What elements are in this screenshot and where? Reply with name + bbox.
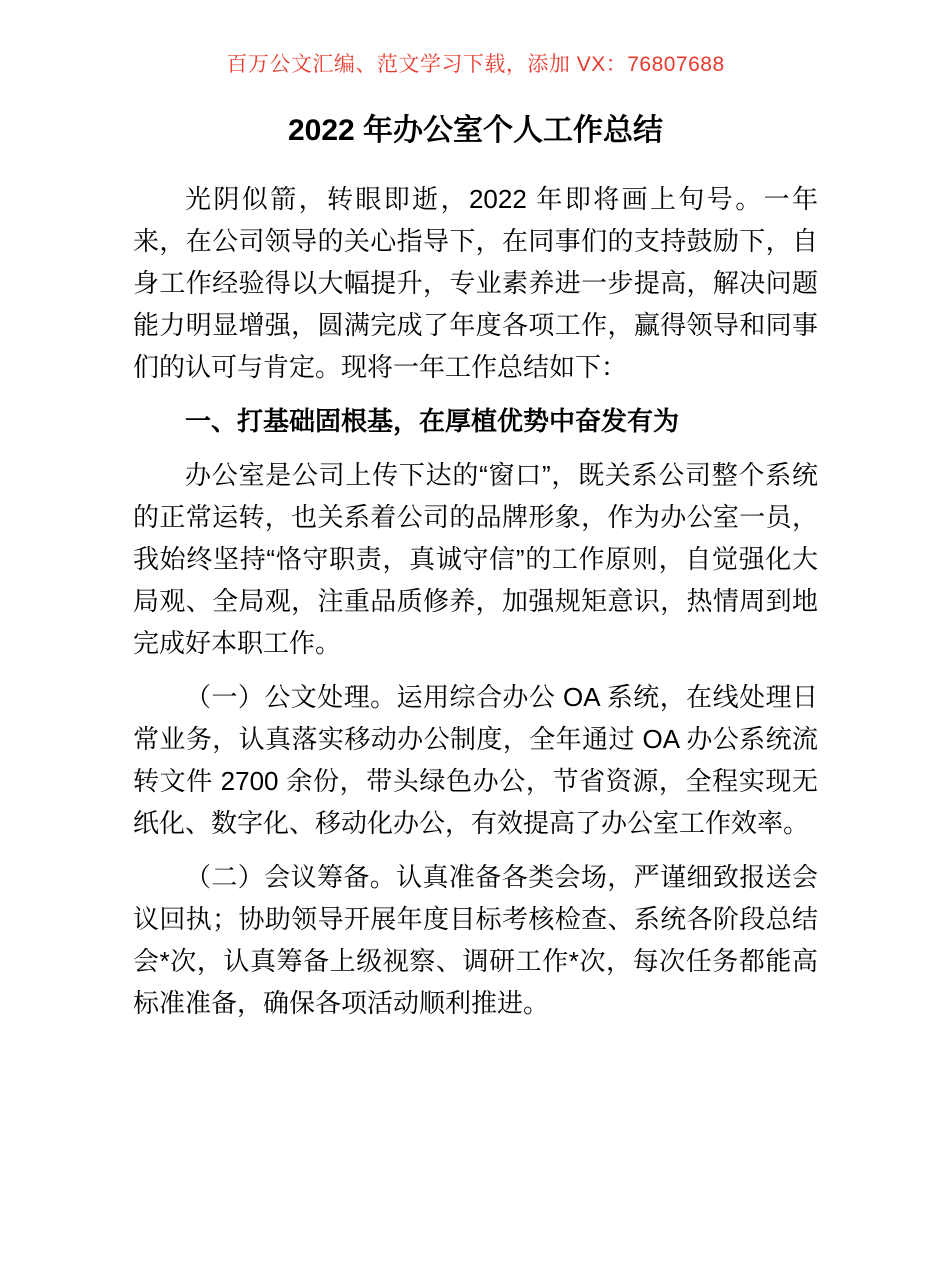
- document-body: [133, 178, 818, 1024]
- paragraph: 光阴似箭，转眼即逝，2022 年即将画上句号。一年来，在公司领导的关心指导下，在同事们的支持鼓励下，自身工作经验得以大幅提升，专业素养进一步提高，解决问题能力明显增强，圆满完成了年度各项工作，赢得领导和同事们的认可与肯定。现将一年工作总结如下：: [133, 184, 818, 382]
- promo-notice: 百万公文汇编、范文学习下载，添加 VX：76807688: [226, 53, 725, 76]
- section-heading: 一、打基础固根基，在厚植优势中奋发有为: [185, 406, 680, 436]
- paragraph: （二）会议筹备。认真准备各类会场，严谨细致报送会议回执；协助领导开展年度目标考核检查、系统各阶段总结会*次，认真筹备上级视察、调研工作*次，每次任务都能高标准准备，确保各项活动顺利推进。: [133, 862, 818, 1018]
- document-page: [0, 50, 950, 1280]
- paragraph: 办公室是公司上传下达的“窗口”，既关系公司整个系统的正常运转，也关系着公司的品牌形象，作为办公室一员，我始终坚持“恪守职责，真诚守信”的工作原则，自觉强化大局观、全局观，注重品质修养，加强规矩意识，热情周到地完成好本职工作。: [133, 460, 818, 658]
- page-title: 2022 年办公室个人工作总结: [287, 114, 664, 147]
- paragraph: （一）公文处理。运用综合办公 OA 系统，在线处理日常业务，认真落实移动办公制度，全年通过 OA 办公系统流转文件 2700 余份，带头绿色办公，节省资源，全程实现无纸化、数字化、移动化办公，有效提高了办公室工作效率。: [133, 682, 818, 838]
